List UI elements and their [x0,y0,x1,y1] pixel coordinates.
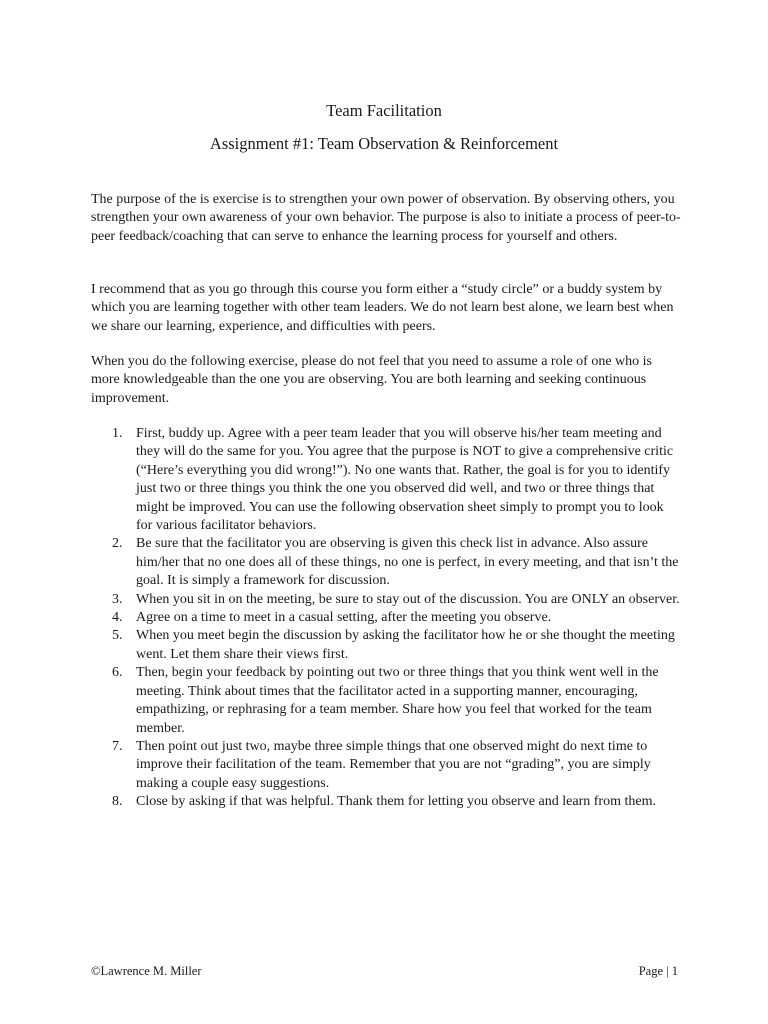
list-item-text: Then point out just two, maybe three simple things that one observed might do next time to improve their facilitation of the team. Remember that you are not “grading”, you are simply making a couple easy suggestions. [136,738,651,791]
list-item-text: When you meet begin the discussion by asking the facilitator how he or she thought the meeting went. Let them share their views first. [136,628,675,662]
paragraph-exercise-intro: When you do the following exercise, please do not feel that you need to assume a role of one who is more knowledgeable than the one you are observing. You are both learning and seeking continuous improvement. [91,354,653,406]
paragraph-purpose: The purpose of the is exercise is to strengthen your own power of observation. By observing others, you strengthen your own awareness of your own behavior. The purpose is also to initiate a process of peer-to-peer feedback/coaching that can serve to enhance the learning process for yourself and others. [91,192,681,244]
list-item [91,793,683,811]
list-item-number: 2. [112,536,123,552]
list-item-text: Agree on a time to meet in a casual setting, after the meeting you observe. [136,610,552,626]
document-subtitle: Assignment #1: Team Observation & Reinforcement [209,134,559,153]
list-item [91,738,683,793]
list-item-text: Then, begin your feedback by pointing out two or three things that you think went well in the meeting. Think about times that the facilitator acted in a supporting manner, encouraging, empathizing, or rephrasing for a team member. Share how you feel that worked for the team member. [136,665,659,736]
document-title: Team Facilitation [326,101,442,120]
list-item [91,535,683,590]
steps-list [91,425,683,812]
footer-page-number: Page | 1 [638,964,678,978]
list-item-number: 5. [112,628,123,644]
list-item-number: 6. [112,665,123,681]
list-item-text: Be sure that the facilitator you are observing is given this check list in advance. Also assure him/her that no one does all of these things, no one is perfect, in every meeting, and that isn’t the goal. It is simply a framework for discussion. [136,536,679,589]
list-item [91,425,683,535]
list-item-number: 7. [112,738,123,754]
footer-author: ©Lawrence M. Miller [91,964,202,978]
list-item [91,664,683,738]
list-item-number: 1. [112,426,123,441]
list-item [91,609,683,627]
list-item-number: 8. [112,794,123,810]
list-item-text: Close by asking if that was helpful. Thank them for letting you observe and learn from them. [136,794,656,810]
list-item [91,591,683,609]
paragraph-recommendation: I recommend that as you go through this course you form either a “study circle” or a buddy system by which you are learning together with other team leaders. We do not learn best alone, we learn best when we share our learning, experience, and difficulties with peers. [91,282,674,334]
list-item-text: When you sit in on the meeting, be sure to stay out of the discussion. You are ONLY an observer. [136,591,680,607]
list-item-number: 3. [112,591,123,607]
list-item [91,627,683,664]
list-item-number: 4. [112,610,123,626]
list-item-text: First, buddy up. Agree with a peer team leader that you will observe his/her team meeting and they will do the same for you. You agree that the purpose is NOT to give a comprehensive critic (“Here’s everything you did wrong!”). No one wants that. Rather, the goal is for you to identify just two or three things you think the one you observed did well, and two or three things that might be improved. You can use the following observation sheet simply to prompt you to look for various facilitator behaviors. [136,426,674,534]
